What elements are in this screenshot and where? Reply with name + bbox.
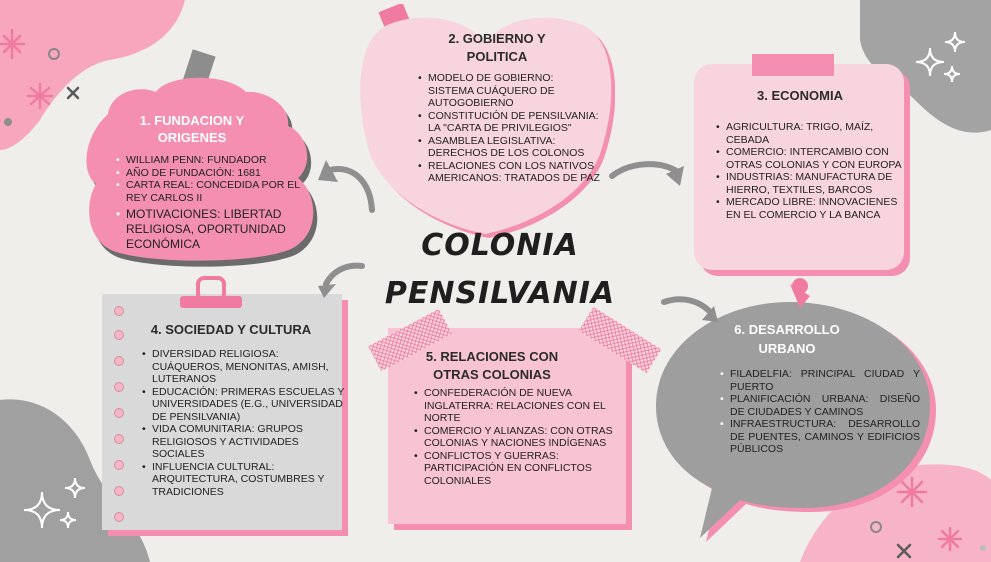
list-item: • INFLUENCIA CULTURAL: ARQUITECTURA, COSTUMBRES Y TRADICIONES xyxy=(152,461,348,499)
list-item: • COMERCIO: INTERCAMBIO CON OTRAS COLONIAS Y CON EUROPA xyxy=(726,146,910,171)
list-item: • AÑO DE FUNDACIÓN: 1681 xyxy=(126,167,316,180)
list-item: • RELACIONES CON LOS NATIVOS AMERICANOS: TRATADOS DE PAZ xyxy=(428,160,600,185)
main-title-line1: COLONIA xyxy=(421,228,579,263)
list-item: • DIVERSIDAD RELIGIOSA: CUÁQUEROS, MENONITAS, AMISH, LUTERANOS xyxy=(152,348,348,386)
economia-title: 3. ECONOMIA xyxy=(757,88,843,103)
list-item: • INFRAESTRUCTURA: DESARROLLO DE PUENTES, CAMINOS Y EDIFICIOS PÚBLICOS xyxy=(730,418,920,456)
list-item: • WILLIAM PENN: FUNDADOR xyxy=(126,154,316,167)
list-item: • CONFLICTOS Y GUERRAS: PARTICIPACIÓN EN CONFLICTOS COLONIALES xyxy=(424,450,620,488)
list-item: • CONSTITUCIÓN DE PENSILVANIA: LA "CARTA DE PRIVILEGIOS" xyxy=(428,110,600,135)
list-item: • CONFEDERACIÓN DE NUEVA INGLATERRA: RELACIONES CON EL NORTE xyxy=(424,387,620,425)
arrow-icon xyxy=(330,169,372,210)
list-item: • MOTIVACIONES: LIBERTAD RELIGIOSA, OPORTUNIDAD ECONÓMICA xyxy=(126,207,316,252)
list-item: • MODELO DE GOBIERNO: SISTEMA CUÁQUERO DE AUTOGOBIERNO xyxy=(428,72,600,110)
list-item: • AGRICULTURA: TRIGO, MAÍZ, CEBADA xyxy=(726,121,910,146)
fundacion-title: 1. FUNDACION Y ORIGENES xyxy=(139,113,245,145)
relaciones-title: 5. RELACIONES CON OTRAS COLONIAS xyxy=(425,349,559,382)
arrow-icon xyxy=(326,266,362,284)
list-item: • EDUCACIÓN: PRIMERAS ESCUELAS Y UNIVERSIDADES (E.G., UNIVERSIDAD DE PENSILVANIA) xyxy=(152,386,348,424)
list-item: • ASAMBLEA LEGISLATIVA: DERECHOS DE LOS COLONOS xyxy=(428,135,600,160)
list-item: • INDUSTRIAS: MANUFACTURA DE HIERRO, TEXTILES, BARCOS xyxy=(726,171,910,196)
list-item: • COMERCIO Y ALIANZAS: CON OTRAS COLONIAS Y NACIONES INDÍGENAS xyxy=(424,425,620,450)
main-title-line2: PENSILVANIA xyxy=(384,276,616,311)
list-item: • VIDA COMUNITARIA: GRUPOS RELIGIOSOS Y ACTIVIDADES SOCIALES xyxy=(152,423,348,461)
list-item: • PLANIFICACIÓN URBANA: DISEÑO DE CIUDADES Y CAMINOS xyxy=(730,393,920,418)
list-item: • MERCADO LIBRE: INNOVACIENES EN EL COMERCIO Y LA BANCA xyxy=(726,196,910,221)
list-item: • CARTA REAL: CONCEDIDA POR EL REY CARLOS II xyxy=(126,179,316,204)
arrow-icon xyxy=(664,299,712,314)
desarrollo-title: 6. DESARROLLO URBANO xyxy=(734,322,840,356)
gobierno-title: 2. GOBIERNO Y POLITICA xyxy=(448,31,546,64)
list-item: • FILADELFIA: PRINCIPAL CIUDAD Y PUERTO xyxy=(730,368,920,393)
sociedad-title: 4. SOCIEDAD Y CULTURA xyxy=(150,322,312,337)
